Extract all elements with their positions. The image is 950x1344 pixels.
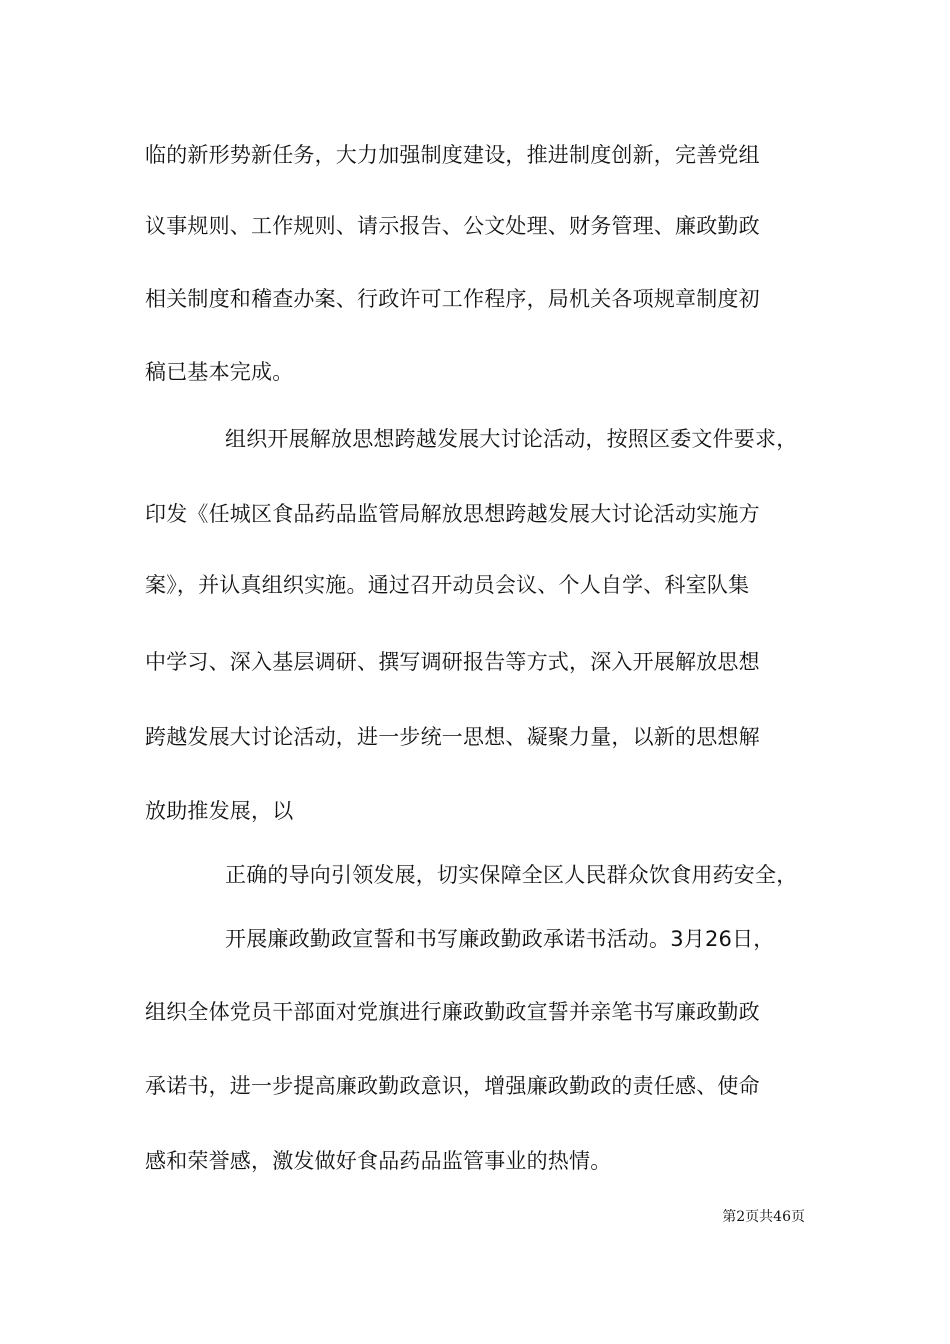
text-line-10: 放助推发展，以 bbox=[145, 799, 294, 823]
text-line-1: 临的新形势新任务，大力加强制度建设，推进制度创新，完善党组 bbox=[145, 143, 760, 167]
text-line-4: 稿已基本完成。 bbox=[145, 360, 294, 384]
text-line-3: 相关制度和稽查办案、行政许可工作程序，局机关各项规章制度初 bbox=[145, 287, 760, 311]
text-line-9: 跨越发展大讨论活动，进一步统一思想、凝聚力量，以新的思想解 bbox=[145, 725, 760, 749]
page-number-footer: 第2页共46页 bbox=[722, 1209, 805, 1225]
text-line-8: 中学习、深入基层调研、撰写调研报告等方式，深入开展解放思想 bbox=[145, 650, 760, 674]
text-line-11: 正确的导向引领发展，切实保障全区人民群众饮食用药安全， bbox=[225, 863, 798, 887]
text-line-13: 组织全体党员干部面对党旗进行廉政勤政宣誓并亲笔书写廉政勤政 bbox=[145, 1000, 760, 1024]
text-line-5: 组织开展解放思想跨越发展大讨论活动，按照区委文件要求， bbox=[225, 427, 798, 451]
text-line-2: 议事规则、工作规则、请示报告、公文处理、财务管理、廉政勤政 bbox=[145, 214, 760, 238]
text-line-7: 案》，并认真组织实施。通过召开动员会议、个人自学、科室队集 bbox=[145, 573, 750, 597]
text-line-15: 感和荣誉感，激发做好食品药品监管事业的热情。 bbox=[145, 1149, 612, 1173]
text-line-14: 承诺书，进一步提高廉政勤政意识，增强廉政勤政的责任感、使命 bbox=[145, 1074, 760, 1098]
text-line-12: 开展廉政勤政宣誓和书写廉政勤政承诺书活动。3月26日， bbox=[225, 927, 775, 951]
text-line-6: 印发《任城区食品药品监管局解放思想跨越发展大讨论活动实施方 bbox=[145, 502, 760, 526]
